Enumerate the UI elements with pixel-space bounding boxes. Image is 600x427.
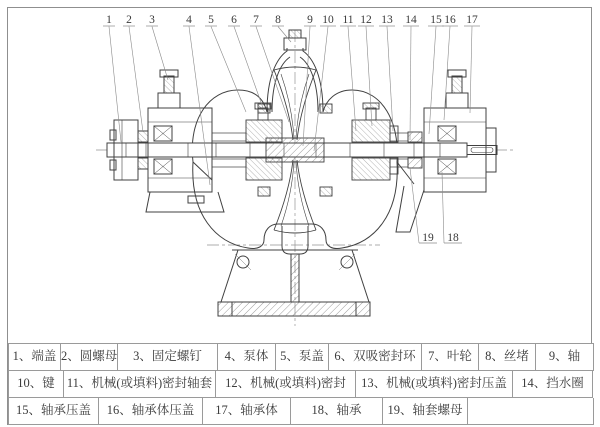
- part-label-1: [103, 14, 121, 142]
- legend-cell: 1、端盖: [9, 344, 61, 370]
- base-support: [218, 226, 370, 316]
- legend-row-1: [8, 343, 594, 371]
- legend-cell: 10、键: [9, 371, 64, 397]
- legend-cell: 16、轴承体压盖: [99, 398, 203, 424]
- part-label-14: [403, 14, 419, 140]
- svg-text:1: 1: [106, 14, 112, 26]
- part-label-15: [428, 14, 444, 134]
- svg-text:16: 16: [444, 14, 456, 26]
- legend-cell: 12、机械(或填料)密封: [216, 371, 356, 397]
- legend-row-2: [8, 371, 593, 398]
- svg-text:7: 7: [253, 14, 259, 26]
- svg-text:4: 4: [186, 14, 192, 26]
- svg-text:11: 11: [342, 14, 354, 26]
- svg-text:5: 5: [208, 14, 214, 26]
- part-label-2: [123, 14, 143, 132]
- legend-cell: 13、机械(或填料)密封压盖: [356, 371, 513, 397]
- legend-cell-empty: [468, 398, 593, 424]
- svg-text:17: 17: [466, 14, 478, 26]
- svg-text:9: 9: [307, 14, 313, 26]
- legend-cell: 8、丝堵: [479, 344, 536, 370]
- svg-text:6: 6: [231, 14, 237, 26]
- svg-text:18: 18: [447, 232, 459, 244]
- left-bearing-assembly: [110, 70, 224, 212]
- svg-text:3: 3: [149, 14, 155, 26]
- legend-cell: 19、轴套螺母: [383, 398, 468, 424]
- legend-cell: 9、轴: [548, 349, 581, 363]
- part-label-4: [183, 14, 210, 185]
- legend-cell: 4、泵体: [218, 344, 276, 370]
- part-label-18: [442, 172, 462, 244]
- svg-text:13: 13: [381, 14, 393, 26]
- part-label-13: [379, 14, 395, 131]
- legend-cell: 3、固定螺钉: [118, 344, 218, 370]
- part-label-10: [314, 14, 336, 151]
- part-label-16: [442, 14, 458, 120]
- svg-text:15: 15: [430, 14, 442, 26]
- svg-text:8: 8: [275, 14, 281, 26]
- left-seal-gland: [246, 103, 282, 180]
- legend-row-3: [8, 398, 594, 425]
- svg-text:19: 19: [422, 232, 434, 244]
- legend-cell: 11、机械(或填料)密封轴套: [64, 371, 216, 397]
- legend-cell: 18、轴承: [291, 398, 383, 424]
- svg-text:14: 14: [405, 14, 417, 26]
- part-label-11: [340, 14, 356, 131]
- legend-cell: 6、双吸密封环: [329, 344, 422, 370]
- parts-legend-table: [8, 343, 594, 425]
- svg-text:10: 10: [322, 14, 334, 26]
- legend-cell: 14、挡水圈: [521, 376, 584, 390]
- part-label-5: [205, 14, 246, 112]
- legend-cell: 5、泵盖: [276, 344, 329, 370]
- right-seal-gland: [352, 103, 422, 180]
- part-label-6: [228, 14, 263, 108]
- part-label-17: [464, 14, 480, 113]
- legend-cell: 2、圆螺母: [61, 344, 118, 370]
- legend-cell: 15、轴承压盖: [9, 398, 99, 424]
- svg-text:2: 2: [126, 14, 132, 26]
- legend-cell: 17、轴承体: [203, 398, 291, 424]
- svg-text:12: 12: [360, 14, 372, 26]
- legend-cell: 7、叶轮: [422, 344, 479, 370]
